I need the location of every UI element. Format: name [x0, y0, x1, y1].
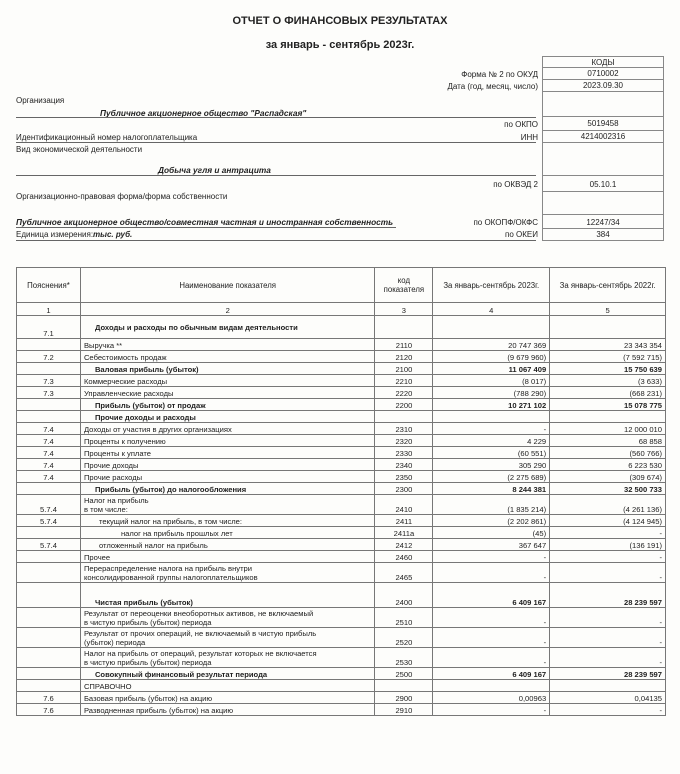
row-code: 2412 [375, 539, 433, 551]
table-row [17, 692, 666, 704]
row-value-2023: - [433, 608, 550, 628]
row-note [17, 483, 81, 495]
row-value-2022: - [550, 648, 666, 668]
table-row [17, 447, 666, 459]
table-row [17, 583, 666, 608]
row-note: 7.2 [17, 351, 81, 363]
row-code: 2510 [375, 608, 433, 628]
row-value-2022: - [550, 527, 666, 539]
org-label: Организация [16, 96, 65, 105]
row-name: Налог на прибыль от операций, результат которых не включается в чистую прибыль (убыток) периода [80, 648, 374, 668]
table-row [17, 680, 666, 692]
row-value-2022: 28 239 597 [550, 583, 666, 608]
row-note [17, 563, 81, 583]
row-name: Прибыль (убыток) до налогообложения [80, 483, 374, 495]
row-code: 2350 [375, 471, 433, 483]
row-value-2022: - [550, 628, 666, 648]
row-value-2023: (45) [433, 527, 550, 539]
row-value-2022: (136 191) [550, 539, 666, 551]
table-row [17, 704, 666, 716]
row-value-2022: 15 078 775 [550, 399, 666, 411]
row-note [17, 527, 81, 539]
row-note: 7.4 [17, 447, 81, 459]
row-value-2022: - [550, 551, 666, 563]
row-name: Прибыль (убыток) от продаж [80, 399, 374, 411]
table-row [17, 648, 666, 668]
row-note: 5.7.4 [17, 515, 81, 527]
row-name: Прочие расходы [80, 471, 374, 483]
org-name: Публичное акционерное общество "Распадская" [100, 108, 307, 118]
row-note: 5.7.4 [17, 539, 81, 551]
row-value-2023 [433, 680, 550, 692]
table-row [17, 316, 666, 339]
row-value-2023: 8 244 381 [433, 483, 550, 495]
row-name: Проценты к уплате [80, 447, 374, 459]
row-code: 2530 [375, 648, 433, 668]
row-value-2023: - [433, 704, 550, 716]
okved-label: по ОКВЭД 2 [493, 180, 538, 189]
okopf-value: 12247/34 [542, 214, 664, 229]
row-value-2022: - [550, 704, 666, 716]
row-code [375, 316, 433, 339]
activity-value: Добыча угля и антрацита [158, 165, 271, 175]
legal-form-value: Публичное акционерное общество/совместная частная и иностранная собственность [16, 217, 394, 227]
row-value-2023: 0,00963 [433, 692, 550, 704]
okpo-label: по ОКПО [504, 120, 538, 129]
row-name: Себестоимость продаж [80, 351, 374, 363]
row-value-2023: (9 679 960) [433, 351, 550, 363]
col-num: 5 [550, 303, 666, 316]
row-value-2023: 6 409 167 [433, 583, 550, 608]
row-note: 7.6 [17, 692, 81, 704]
row-value-2023: (8 017) [433, 375, 550, 387]
row-code [375, 680, 433, 692]
codes-blank-2 [542, 142, 664, 176]
row-note: 7.4 [17, 471, 81, 483]
row-code: 2465 [375, 563, 433, 583]
row-value-2023: - [433, 628, 550, 648]
row-note [17, 411, 81, 423]
row-code: 2900 [375, 692, 433, 704]
table-row [17, 423, 666, 435]
table-row [17, 551, 666, 563]
inn-label: ИНН [520, 133, 538, 142]
col-num: 1 [17, 303, 81, 316]
row-value-2023: (788 290) [433, 387, 550, 399]
row-value-2022: (7 592 715) [550, 351, 666, 363]
row-name: Налог на прибыль в том числе: [80, 495, 374, 515]
row-value-2022: (309 674) [550, 471, 666, 483]
okopf-label: по ОКОПФ/ОКФС [473, 218, 538, 227]
table-row [17, 515, 666, 527]
form-label: Форма № 2 по ОКУД [461, 70, 538, 79]
activity-label: Вид экономической деятельности [16, 145, 143, 154]
row-code: 2100 [375, 363, 433, 375]
inn-value: 4214002316 [542, 130, 664, 143]
row-code: 2411 [375, 515, 433, 527]
row-name: отложенный налог на прибыль [80, 539, 374, 551]
row-code: 2300 [375, 483, 433, 495]
row-name: СПРАВОЧНО [80, 680, 374, 692]
row-value-2022: - [550, 608, 666, 628]
table-row [17, 435, 666, 447]
date-label: Дата (год, месяц, число) [447, 82, 538, 91]
row-note: 7.4 [17, 435, 81, 447]
row-note: 7.3 [17, 375, 81, 387]
row-value-2022: 28 239 597 [550, 668, 666, 680]
row-name: текущий налог на прибыль, в том числе: [80, 515, 374, 527]
row-note [17, 399, 81, 411]
date-value: 2023.09.30 [542, 79, 664, 92]
financial-results-table [16, 267, 666, 716]
row-code: 2910 [375, 704, 433, 716]
row-code [375, 411, 433, 423]
row-value-2022: 0,04135 [550, 692, 666, 704]
row-value-2022: (4 261 136) [550, 495, 666, 515]
row-value-2022: 12 000 010 [550, 423, 666, 435]
row-note: 7.3 [17, 387, 81, 399]
row-code: 2520 [375, 628, 433, 648]
row-name: Совокупный финансовый результат периода [80, 668, 374, 680]
row-value-2023: 20 747 369 [433, 339, 550, 351]
row-value-2022: - [550, 563, 666, 583]
row-value-2023: 11 067 409 [433, 363, 550, 375]
row-note [17, 608, 81, 628]
table-row [17, 363, 666, 375]
row-note [17, 551, 81, 563]
table-row [17, 483, 666, 495]
row-name: Проценты к получению [80, 435, 374, 447]
okei-label: по ОКЕИ [505, 230, 538, 239]
row-name: Результат от переоценки внеоборотных активов, не включаемый в чистую прибыль (убыток) периода [80, 608, 374, 628]
row-value-2023: - [433, 563, 550, 583]
row-value-2023: 10 271 102 [433, 399, 550, 411]
col-header-2023: За январь-сентябрь 2023г. [433, 268, 550, 303]
legal-form-label: Организационно-правовая форма/форма собственности [16, 192, 228, 201]
row-value-2022 [550, 316, 666, 339]
col-num: 2 [80, 303, 374, 316]
unit-label: Единица измерения: [16, 230, 94, 239]
row-value-2022: (3 633) [550, 375, 666, 387]
row-note [17, 668, 81, 680]
row-name: Управленческие расходы [80, 387, 374, 399]
row-value-2023: 305 290 [433, 459, 550, 471]
row-note: 7.4 [17, 459, 81, 471]
row-code: 2400 [375, 583, 433, 608]
row-value-2022: (560 766) [550, 447, 666, 459]
row-code: 2320 [375, 435, 433, 447]
row-name: Прочие доходы [80, 459, 374, 471]
table-row [17, 411, 666, 423]
table-row [17, 527, 666, 539]
row-value-2023: - [433, 648, 550, 668]
row-value-2022 [550, 411, 666, 423]
row-code: 2220 [375, 387, 433, 399]
row-value-2022: 23 343 354 [550, 339, 666, 351]
row-name: Результат от прочих операций, не включаемый в чистую прибыль (убыток) периода [80, 628, 374, 648]
row-name: Перераспределение налога на прибыль внутри консолидированной группы налогоплательщиков [80, 563, 374, 583]
table-row [17, 668, 666, 680]
col-num: 3 [375, 303, 433, 316]
row-value-2022: 6 223 530 [550, 459, 666, 471]
row-name: Коммерческие расходы [80, 375, 374, 387]
row-note [17, 583, 81, 608]
row-code: 2330 [375, 447, 433, 459]
table-row [17, 539, 666, 551]
table-row [17, 459, 666, 471]
table-row [17, 399, 666, 411]
row-value-2023: (1 835 214) [433, 495, 550, 515]
row-code: 2411а [375, 527, 433, 539]
row-note: 7.4 [17, 423, 81, 435]
row-name: Доходы от участия в других организациях [80, 423, 374, 435]
row-value-2022 [550, 680, 666, 692]
table-row [17, 339, 666, 351]
row-name: налог на прибыль прошлых лет [80, 527, 374, 539]
table-row [17, 387, 666, 399]
row-name: Доходы и расходы по обычным видам деятельности [80, 316, 374, 339]
row-name: Разводненная прибыль (убыток) на акцию [80, 704, 374, 716]
row-note: 7.6 [17, 704, 81, 716]
row-code: 2110 [375, 339, 433, 351]
row-note: 5.7.4 [17, 495, 81, 515]
row-note [17, 680, 81, 692]
row-value-2022: 68 858 [550, 435, 666, 447]
row-note [17, 648, 81, 668]
codes-header: КОДЫ [542, 56, 664, 68]
row-note [17, 628, 81, 648]
row-value-2022: (4 124 945) [550, 515, 666, 527]
inn-row-label: Идентификационный номер налогоплательщика [16, 133, 198, 142]
codes-blank-3 [542, 191, 664, 215]
okved-value: 05.10.1 [542, 175, 664, 192]
row-code: 2120 [375, 351, 433, 363]
table-row [17, 608, 666, 628]
row-note: 7.1 [17, 316, 81, 339]
row-note [17, 339, 81, 351]
row-value-2023 [433, 316, 550, 339]
row-code: 2500 [375, 668, 433, 680]
form-code: 0710002 [542, 67, 664, 80]
row-value-2023 [433, 411, 550, 423]
row-code: 2200 [375, 399, 433, 411]
table-row [17, 563, 666, 583]
col-header-notes: Пояснения* [17, 268, 81, 303]
row-note [17, 363, 81, 375]
table-row [17, 351, 666, 363]
okei-value: 384 [542, 228, 664, 241]
table-row [17, 495, 666, 515]
row-value-2022: 15 750 639 [550, 363, 666, 375]
table-row [17, 628, 666, 648]
row-name: Чистая прибыль (убыток) [80, 583, 374, 608]
row-code: 2460 [375, 551, 433, 563]
col-header-code: код показателя [375, 268, 433, 303]
table-row [17, 471, 666, 483]
report-period: за январь - сентябрь 2023г. [265, 39, 415, 51]
row-name: Базовая прибыль (убыток) на акцию [80, 692, 374, 704]
row-value-2023: - [433, 551, 550, 563]
row-value-2022: 32 500 733 [550, 483, 666, 495]
row-value-2023: - [433, 423, 550, 435]
row-code: 2310 [375, 423, 433, 435]
row-value-2023: (2 202 861) [433, 515, 550, 527]
row-code: 2410 [375, 495, 433, 515]
row-value-2023: 4 229 [433, 435, 550, 447]
row-name: Прочее [80, 551, 374, 563]
row-value-2023: 367 647 [433, 539, 550, 551]
col-header-2022: За январь-сентябрь 2022г. [550, 268, 666, 303]
row-code: 2340 [375, 459, 433, 471]
unit-value: тыс. руб. [93, 230, 133, 239]
row-value-2023: 6 409 167 [433, 668, 550, 680]
col-num: 4 [433, 303, 550, 316]
report-title: ОТЧЕТ О ФИНАНСОВЫХ РЕЗУЛЬТАТАХ [232, 15, 448, 27]
row-code: 2210 [375, 375, 433, 387]
row-value-2022: (668 231) [550, 387, 666, 399]
row-name: Выручка ** [80, 339, 374, 351]
row-value-2023: (2 275 689) [433, 471, 550, 483]
okpo-value: 5019458 [542, 116, 664, 131]
row-name: Прочие доходы и расходы [80, 411, 374, 423]
codes-blank [542, 91, 664, 117]
col-header-name: Наименование показателя [80, 268, 374, 303]
row-value-2023: (60 551) [433, 447, 550, 459]
row-name: Валовая прибыль (убыток) [80, 363, 374, 375]
table-row [17, 375, 666, 387]
